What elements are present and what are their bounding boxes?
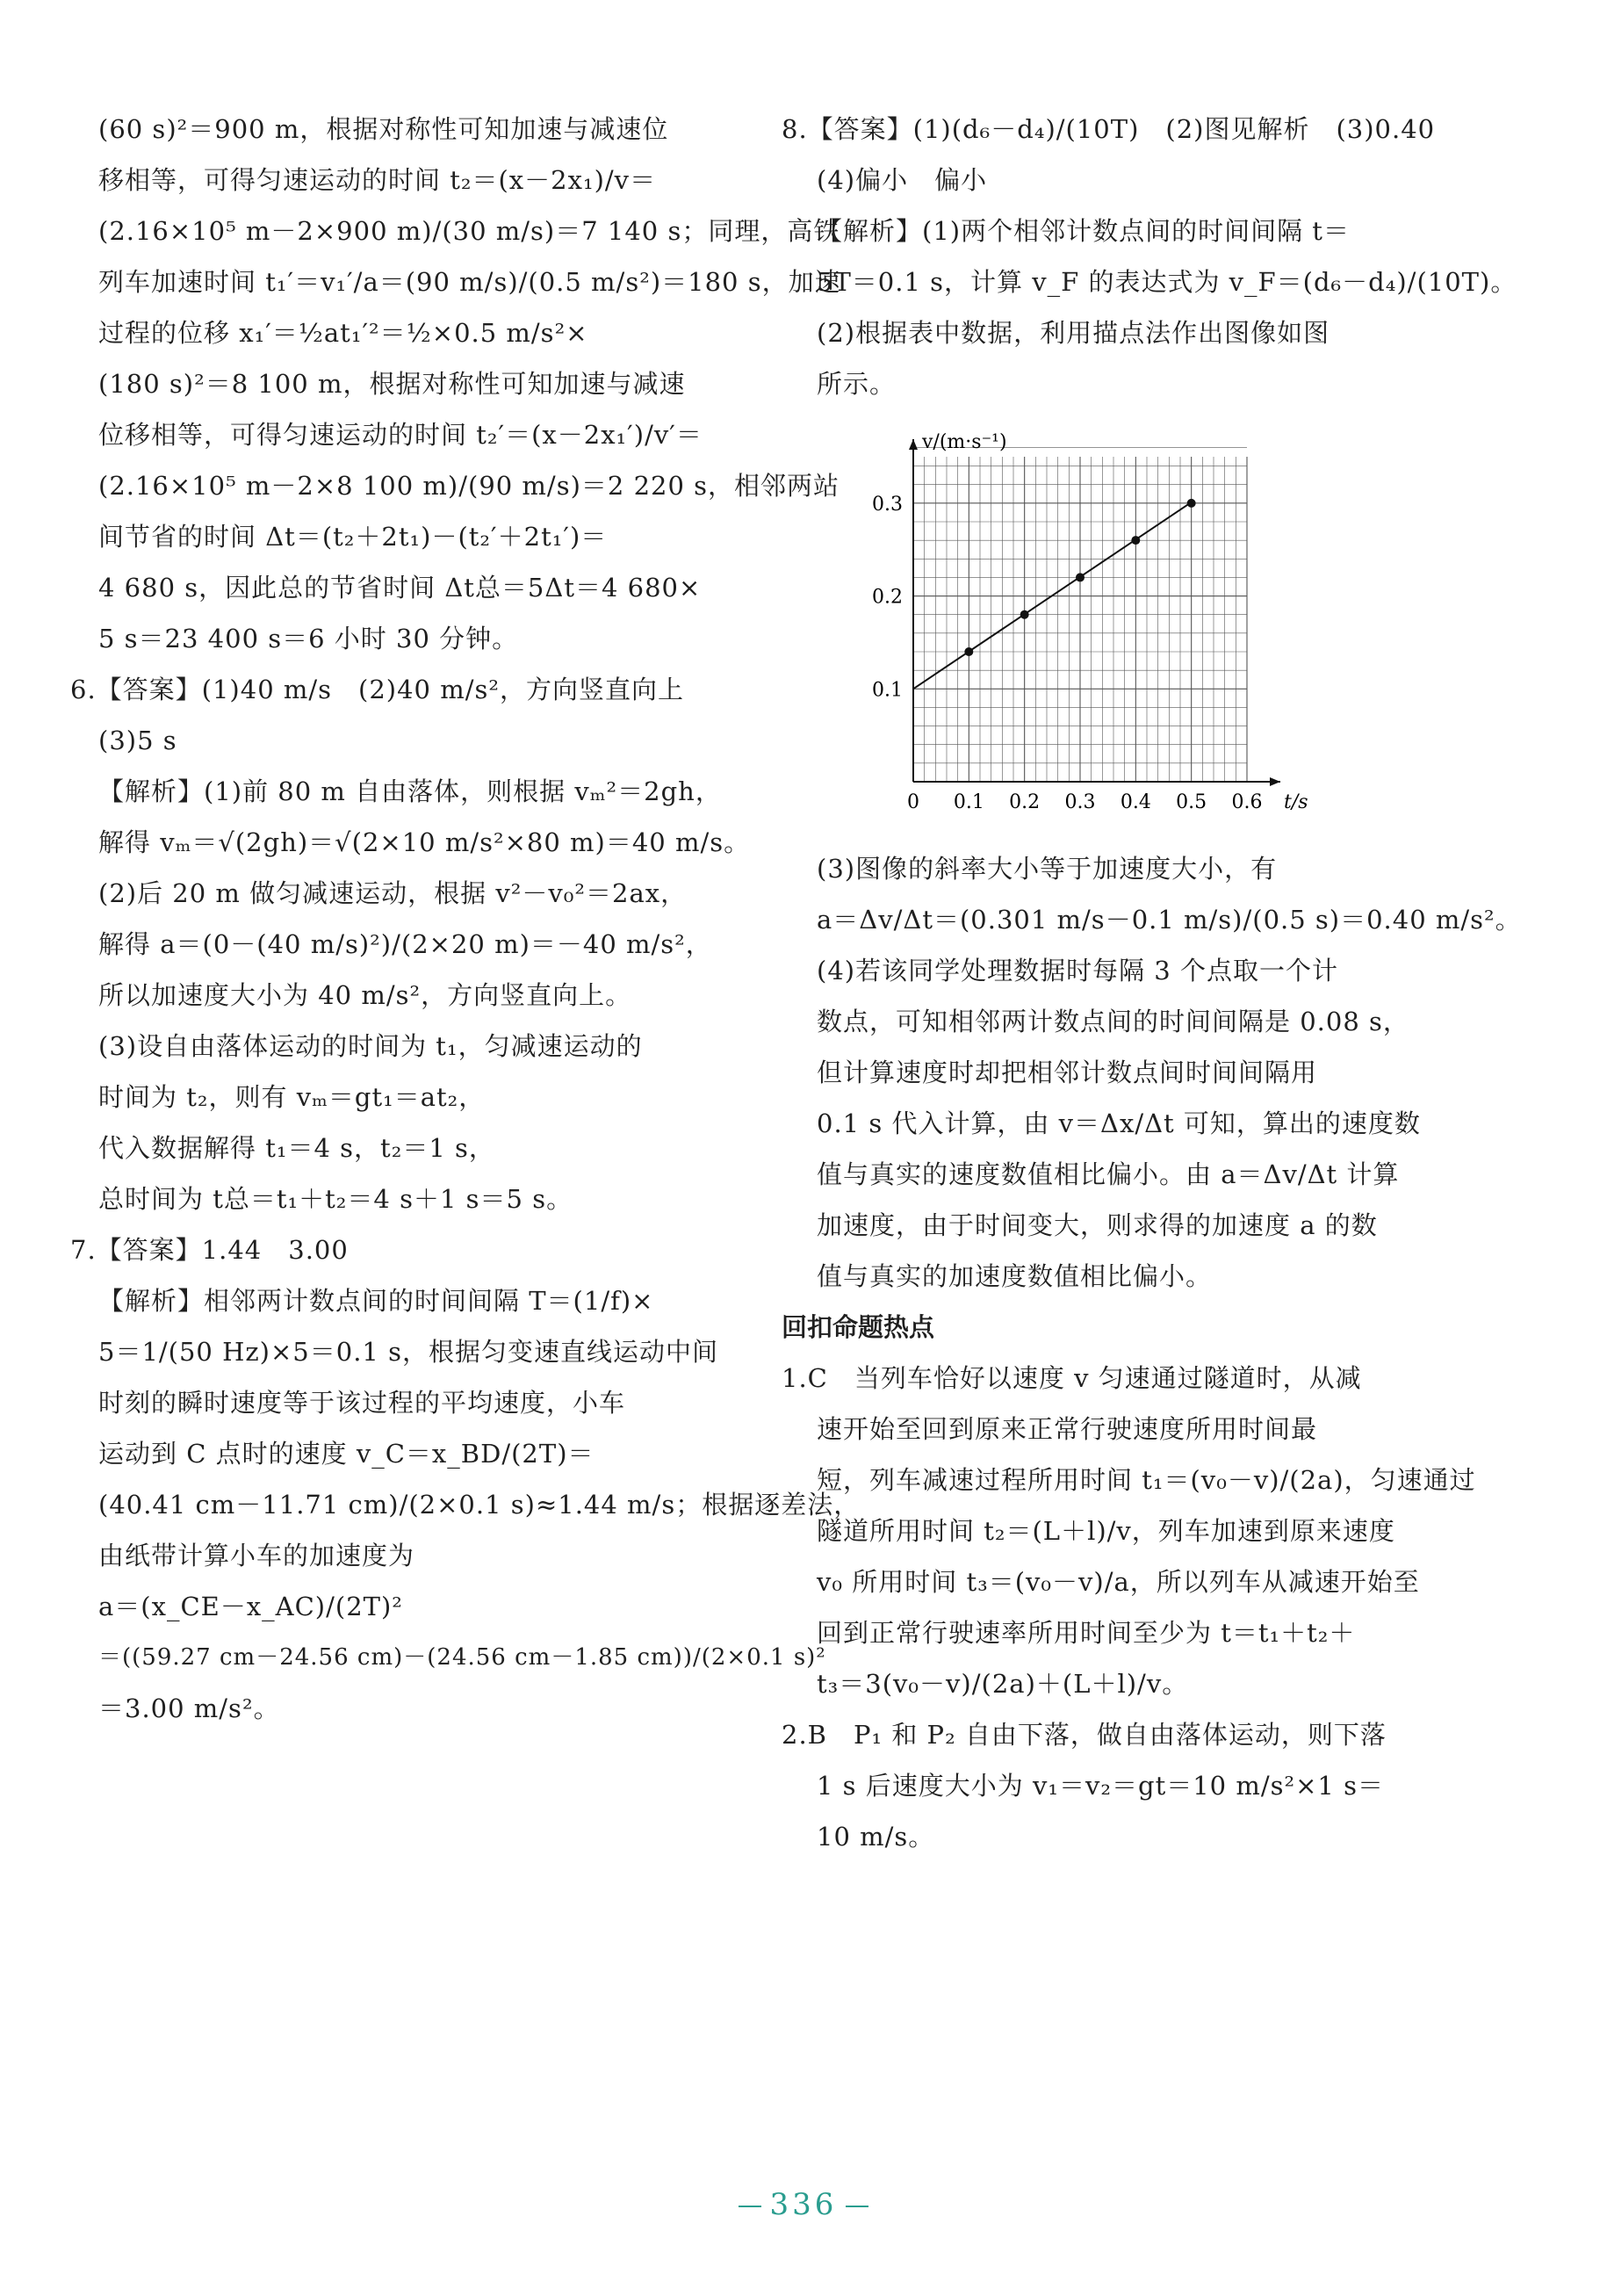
text-line: 过程的位移 x₁′＝½at₁′²＝½×0.5 m/s²× [98, 318, 588, 348]
page-number: 336 [769, 2187, 838, 2222]
text-line: 4 680 s，因此总的节省时间 Δt总＝5Δt＝4 680× [98, 573, 702, 603]
y-tick-label: 0.2 [872, 586, 903, 609]
text-line: 列车加速时间 t₁′＝v₁′/a＝(90 m/s)/(0.5 m/s²)＝180 s，加速 [98, 267, 841, 297]
text-line: (3)设自由落体运动的时间为 t₁，匀减速运动的 [98, 1031, 643, 1061]
x-tick-label: 0.5 [1176, 791, 1207, 813]
question-8-analysis: 【解析】(1)两个相邻计数点间的时间间隔 t＝ [817, 216, 1350, 246]
text-line: (2.16×10⁵ m－2×8 100 m)/(90 m/s)＝2 220 s，相邻两站 [98, 471, 840, 501]
x-axis-arrow [1270, 777, 1280, 786]
text-line: 移相等，可得匀速运动的时间 t₂＝(x－2x₁)/v＝ [98, 165, 657, 195]
text-line: 加速度，由于时间变大，则求得的加速度 a 的数 [817, 1210, 1378, 1240]
x-tick-label: 0.2 [1009, 791, 1041, 813]
x-tick-label: 0.3 [1064, 791, 1096, 813]
text-line: 时刻的瞬时速度等于该过程的平均速度，小车 [98, 1388, 626, 1418]
data-point [1187, 499, 1196, 508]
text-line: 短，列车减速过程所用时间 t₁＝(v₀－v)/(2a)，匀速通过 [817, 1465, 1476, 1495]
text-line: (2)后 20 m 做匀减速运动，根据 v²－v₀²＝2ax， [98, 878, 688, 908]
text-line: 代入数据解得 t₁＝4 s，t₂＝1 s， [98, 1133, 495, 1163]
text-line: 回到正常行驶速率所用时间至少为 t＝t₁＋t₂＋ [817, 1618, 1356, 1648]
x-tick-label: 0 [907, 791, 919, 813]
text-line: 位移相等，可得匀速运动的时间 t₂′＝(x－2x₁′)/v′＝ [98, 420, 703, 450]
text-line: 总时间为 t总＝t₁＋t₂＝4 s＋1 s＝5 s。 [98, 1184, 573, 1214]
velocity-time-chart [825, 422, 1317, 834]
text-line: 5 s＝23 400 s＝6 小时 30 分钟。 [98, 624, 519, 653]
question-8-answer: 8.【答案】(1)(d₆－d₄)/(10T) (2)图见解析 (3)0.40 [782, 114, 1436, 144]
text-line: v₀ 所用时间 t₃＝(v₀－v)/a，所以列车从减速开始至 [817, 1567, 1420, 1597]
text-line: 间节省的时间 Δt＝(t₂＋2t₁)－(t₂′＋2t₁′)＝ [98, 522, 608, 552]
footer-rule-left [739, 2206, 761, 2207]
text-line: 所以加速度大小为 40 m/s²，方向竖直向上。 [98, 980, 632, 1010]
text-line: 解得 vₘ＝√(2gh)＝√(2×10 m/s²×80 m)＝40 m/s。 [98, 827, 751, 857]
text-line: (60 s)²＝900 m，根据对称性可知加速与减速位 [98, 114, 669, 144]
question-7-answer: 7.【答案】1.44 3.00 [70, 1235, 349, 1265]
text-line: 值与真实的加速度数值相比偏小。 [817, 1261, 1213, 1291]
text-line: 5T＝0.1 s，计算 v_F 的表达式为 v_F＝(d₆－d₄)/(10T)。 [817, 267, 1517, 297]
y-tick-label: 0.1 [872, 679, 903, 702]
text-line: (40.41 cm－11.71 cm)/(2×0.1 s)≈1.44 m/s；根据逐差法， [98, 1490, 861, 1520]
data-point [1131, 536, 1140, 545]
text-line: ＝3.00 m/s²。 [98, 1693, 280, 1723]
text-line: 5＝1/(50 Hz)×5＝0.1 s，根据匀变速直线运动中间 [98, 1337, 718, 1367]
text-line: 值与真实的速度数值相比偏小。由 a＝Δv/Δt 计算 [817, 1159, 1400, 1189]
text-line: 时间为 t₂，则有 vₘ＝gt₁＝at₂， [98, 1082, 486, 1112]
x-tick-label: 0.6 [1231, 791, 1263, 813]
x-tick-label: 0.1 [953, 791, 984, 813]
text-line: (3)图像的斜率大小等于加速度大小，有 [817, 854, 1278, 884]
question-7-analysis: 【解析】相邻两计数点间的时间间隔 T＝(1/f)× [98, 1286, 654, 1316]
text-line: a＝(x_CE－x_AC)/(2T)² [98, 1592, 403, 1621]
text-line: 1 s 后速度大小为 v₁＝v₂＝gt＝10 m/s²×1 s＝ [817, 1771, 1384, 1801]
text-line: ＝((59.27 cm－24.56 cm)－(24.56 cm－1.85 cm))/(2×0.1 s)² [98, 1644, 826, 1671]
footer-rule-right [846, 2206, 868, 2207]
text-line: t₃＝3(v₀－v)/(2a)＋(L＋l)/v。 [817, 1669, 1189, 1699]
text-line: 隧道所用时间 t₂＝(L＋l)/v，列车加速到原来速度 [817, 1516, 1395, 1546]
y-tick-label: 0.3 [872, 493, 903, 516]
text-line: (4)偏小 偏小 [817, 165, 988, 195]
data-point [1076, 573, 1085, 581]
text-line: (2.16×10⁵ m－2×900 m)/(30 m/s)＝7 140 s；同理，高铁 [98, 216, 840, 246]
text-line: (3)5 s [98, 726, 177, 755]
question-2-answer: 2.B P₁ 和 P₂ 自由下落，做自由落体运动，则下落 [782, 1720, 1387, 1750]
x-axis-label: t/s [1284, 791, 1308, 813]
chart-marks [913, 499, 1196, 689]
right-column [782, 104, 1522, 1862]
text-line: (2)根据表中数据，利用描点法作出图像如图 [817, 318, 1330, 348]
text-line: 10 m/s。 [817, 1822, 935, 1852]
y-axis-arrow [909, 439, 918, 450]
chart-grid [913, 447, 1247, 782]
text-line: (180 s)²＝8 100 m，根据对称性可知加速与减速 [98, 369, 686, 399]
chart-axes [872, 439, 1280, 813]
section-heading: 回扣命题热点 [782, 1312, 935, 1342]
text-line: 运动到 C 点时的速度 v_C＝x_BD/(2T)＝ [98, 1439, 595, 1469]
text-line: 数点，可知相邻两计数点间的时间间隔是 0.08 s， [817, 1007, 1409, 1036]
text-line: 速开始至回到原来正常行驶速度所用时间最 [817, 1414, 1318, 1444]
text-line: 解得 a＝(0－(40 m/s)²)/(2×20 m)＝－40 m/s²， [98, 929, 712, 959]
text-line: 0.1 s 代入计算，由 v＝Δx/Δt 可知，算出的速度数 [817, 1108, 1421, 1138]
text-line: 所示。 [817, 369, 897, 399]
data-point [1020, 610, 1029, 619]
velocity-time-graph [825, 422, 1317, 834]
y-axis-label: v/(m·s⁻¹) [922, 431, 1007, 453]
page-footer [0, 2187, 1607, 2222]
text-line: a＝Δv/Δt＝(0.301 m/s－0.1 m/s)/(0.5 s)＝0.40 m/s²。 [817, 905, 1522, 935]
question-6-answer: 6.【答案】(1)40 m/s (2)40 m/s²，方向竖直向上 [70, 675, 684, 704]
text-line: 但计算速度时却把相邻计数点间时间间隔用 [817, 1058, 1318, 1087]
question-6-analysis: 【解析】(1)前 80 m 自由落体，则根据 vₘ²＝2gh， [98, 776, 722, 806]
x-tick-label: 0.4 [1120, 791, 1151, 813]
data-point [964, 647, 973, 656]
text-line: 由纸带计算小车的加速度为 [98, 1541, 415, 1570]
question-1-answer: 1.C 当列车恰好以速度 v 匀速通过隧道时，从减 [782, 1363, 1362, 1393]
text-line: (4)若该同学处理数据时每隔 3 个点取一个计 [817, 956, 1338, 986]
